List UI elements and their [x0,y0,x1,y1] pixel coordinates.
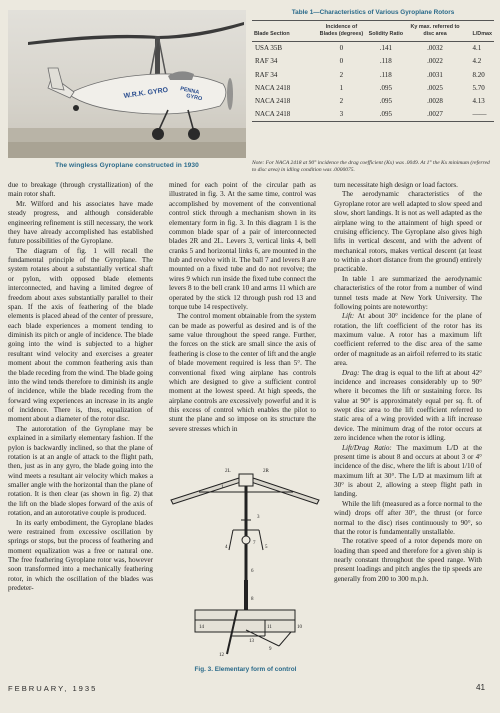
ld-text: The maximum L/D at the present time is about 8 and occurs at about 3 or 4° incidence of the disc, where the lift is about 1/10 of maximum lift at 30°. The L/D at maximum lift at 30° is about 2, allowing a steep flight path in landing. [334,443,483,499]
table-cell: 0 [339,57,344,66]
fig3-label-9: 9 [269,647,272,652]
drag-label: Drag: [342,368,360,377]
paragraph: Mr. Wilford and his associates have made steady progress, and although considerable engineering refinement is still necessary, the work they have already accomplished has established future possibilities of the Gyroplane. [8,199,153,246]
paragraph: The control moment obtainable from the system can be made as powerful as desired and is of the same value throughout the speed range. Further, the forces on the stick are small since the axis of feathering is close to the center of lift and the angle of blade movement required is less than 5°. The conventional fixed wing airplane has controls which are designed to give a sufficient control moment at the lowest speed. At high speeds, the airplane controls are excessively powerful and it is this excess of control which enables the pilot to stunt the plane and so impose on its structure the severe stresses which in [169,312,316,433]
table-cell: RAF 34 [255,70,278,79]
paragraph: In its early embodiment, the Gyroplane blades were restrained from excessive oscillation by springs or stops, but the process of feathering and moment equalization was a free or natural one. The free feathering Gyroplane rotor was, however soon transformed into a mechanically feathering rotor, in which the oscillation of the blades was predeter- [8,518,153,593]
text-column-1 [8,181,153,594]
table-title: Table 1—Characteristics of Various Gyroplane Rotors [291,9,455,16]
fuselage-lettering-1: PENNA [179,86,200,96]
paragraph: The rotative speed of a rotor depends more on loading than speed and therefore for a given ship is nearly constant throughout the speed range. With present loadings and pitch angles the tip speeds are generally from 200 to 300 m.p.h. [334,537,482,583]
table-cell: 0 [339,44,344,53]
text-column-2 [169,181,316,434]
header-ld-max: L/Dmax [465,21,494,42]
header-incidence: Incidence of Blades (degrees) [317,21,366,42]
table-row [252,41,494,55]
table-row [252,94,494,107]
table-cell: 2 [339,96,344,105]
lift-text: At about 30° incidence for the plane of rotation, the lift coefficient of the rotor has its maximum value. A rotor has a maximum lift coefficient referred to the disc area of the same order of magnitude as an airfoil referred to its static area. [334,312,482,368]
page-number: 41 [476,683,486,692]
table-cell: .0032 [427,44,443,53]
fig3-label-4: 4 [225,545,228,550]
fuselage-lettering-3: W.R.K. GYRO [123,86,169,100]
table-cell: .141 [379,44,392,53]
table-cell: USA 35B [255,44,283,53]
fig3-label-8: 8 [251,597,254,602]
table-note: Note: For NACA 2418 at 90° incidence the drag coefficient (Kx) was .0049. At 1° the Kx minimum (referred to disc area) in idling condition was .0000075. [252,160,490,174]
lift-paragraph [334,312,482,368]
table-cell: .095 [379,96,392,105]
table-cell: .095 [379,83,392,92]
paragraph: The diagram of fig. 1 will recall the fundamental principle of the Gyroplane. The system rotates about a substantially vertical shaft or pylon, with opposed blade elements interconnected, and having a limited degree of freedom about axes substantially parallel to their span. If the axis of feathering of the blade elements is placed ahead of the center of pressure, each blade experiences a moment tending to diminish its pitch or angle of incidence. The blade going into the wind is subjected to a higher resultant wind velocity and exercises a greater moment about the common feathering axis than the blade receding from the wind. The blade going into the wind tends therefore to diminish its angle of incidence, while the blade receding from the forward wing experiences an increase in its angle of incidence. There is, thus, equalization of moment about a diameter of the rotor disc. [8,246,153,424]
gyroplane-photo [8,10,246,158]
paragraph: In table 1 are summarized the aerodynamic characteristics of the rotor from a number of wind tunnel tests made at New York University. The following points are noteworthy: [334,274,482,311]
paragraph: The autorotation of the Gyroplane may be explained in a similarly elementary fashion. If the pylon is backwardly inclined, so that the plane of rotation is at an angle of attack to the flight path, then, just as in any gyro, the blade going into the wind meets a resultant air velocity which makes a smaller angle with the horizontal than the plane of rotation. It is then clear (as shown in fig. 2) that the lift on the blade slopes forward of the axis of rotation, and an autorotative couple is produced. [8,424,153,518]
table-cell: 5.70 [472,83,485,92]
table-row [252,68,494,81]
table-cell: 3 [317,108,366,122]
fig3-label-2r: 2R [263,469,269,474]
table-row [252,55,494,68]
lift-label: Lift: [342,312,355,321]
photo-caption: The wingless Gyroplane constructed in 1930 [55,162,199,169]
table-cell: 4.2 [472,57,482,66]
issue-date: FEBRUARY, 1935 [8,684,98,693]
fig3-label-6: 6 [251,569,254,574]
table-cell: .0028 [427,96,443,105]
table-cell: .0022 [427,57,443,66]
table-cell: RAF 34 [255,57,278,66]
fig3-label-7: 7 [253,541,256,546]
table-cell: .118 [379,70,392,79]
table-cell: 2 [339,70,344,79]
fig3-label-1: 1 [221,485,224,490]
table-row [252,108,494,122]
fig3-label-11: 11 [267,625,272,630]
rotor-characteristics-table [252,20,494,122]
header-ky-max: Ky max. referred to disc area [406,21,465,42]
fig3-label-5: 5 [265,545,268,550]
table-cell: NACA 2418 [255,96,291,105]
table-cell: .0025 [427,83,443,92]
fig3-label-10: 10 [297,625,302,630]
table-row [252,81,494,94]
table-cell: .0031 [427,70,443,79]
table-cell: —— [465,108,494,122]
fig3-label-12: 12 [219,653,224,658]
fig3-label-2l: 2L [225,469,231,474]
table-cell: 8.20 [472,70,485,79]
paragraph: due to breakage (through crystallization) of the main rotor shaft. [8,181,153,199]
paragraph: While the lift (measured as a force normal to the wind) drops off after 30°, the thrust (or force normal to the disc) rises continuously to 90°, so that the rotor is fundamentally unstallable. [334,499,482,536]
table-header-row [252,21,494,42]
paragraph: The aerodynamic characteristics of the Gyroplane rotor are well adapted to slow speed and slow, short landings. It is not as well adapted as the airplane wing to the attainment of high speed or cruising efficiency. The Gyroplane also gives high lifts in vertical descent, and with the advent of mechanical rotors, makes vertical descent (at least to within a short distance from the ground) entirely practicable. [334,190,482,274]
table-cell: 4.13 [472,96,485,105]
ld-label: Lift/Drag Ratio: [342,443,392,452]
paragraph: mined for each point of the circular path as illustrated in fig. 3. At the same time, control was accomplished by movement of the conventional control stick through a mechanism shown in its elementary form in fig. 3. In this diagram 1 is the common blade spar of a pair of interconnected blades 2R and 2L. Levers 3, vertical links 4, bell cranks 5 and horizontal links 6, are mounted in the hub and revolve with it. The ball 7 and levers 8 are mounted on a fixed tube and do not revolve; the wires 9 which run inside the fixed tube connect the levers 8 to the bell crank 10 and arms 11 which are operated by the stick 12 through push rod 13 and torque tube 14 respectively. [169,181,316,311]
drag-paragraph [334,369,482,444]
header-solidity: Solidity Ratio [366,21,405,42]
fig3-caption: Fig. 3. Elementary form of control [194,666,297,673]
table-cell: .0027 [406,108,465,122]
table-cell: NACA 2418 [252,108,317,122]
fuselage-lettering-2: GYRO [185,93,203,103]
table-cell: .095 [366,108,405,122]
table-cell: 1 [339,83,344,92]
table-cell: NACA 2418 [255,83,291,92]
header-blade-section: Blade Section [252,21,317,42]
table-cell: 4.1 [472,44,482,53]
drag-text: The drag is equal to the lift at about 42° incidence and increases considerably up to 90° where it becomes the lift or sustaining force. Its value at 90° is approximately equal per sq. ft. of swept disc area to the lift coefficient referred to static area of a wing provided with a lift increase device. The minimum drag of the rotor occurs at zero incidence when the rotor is idling. [334,368,483,443]
fig3-label-13: 13 [249,639,254,644]
text-column-3 [334,181,482,584]
fig3-label-3: 3 [257,515,260,520]
fig3-control-diagram [169,460,322,662]
table-cell: .118 [379,57,392,66]
ld-paragraph [334,444,482,500]
fig3-label-14: 14 [199,625,204,630]
paragraph: turn necessitate high design or load factors. [334,181,458,189]
